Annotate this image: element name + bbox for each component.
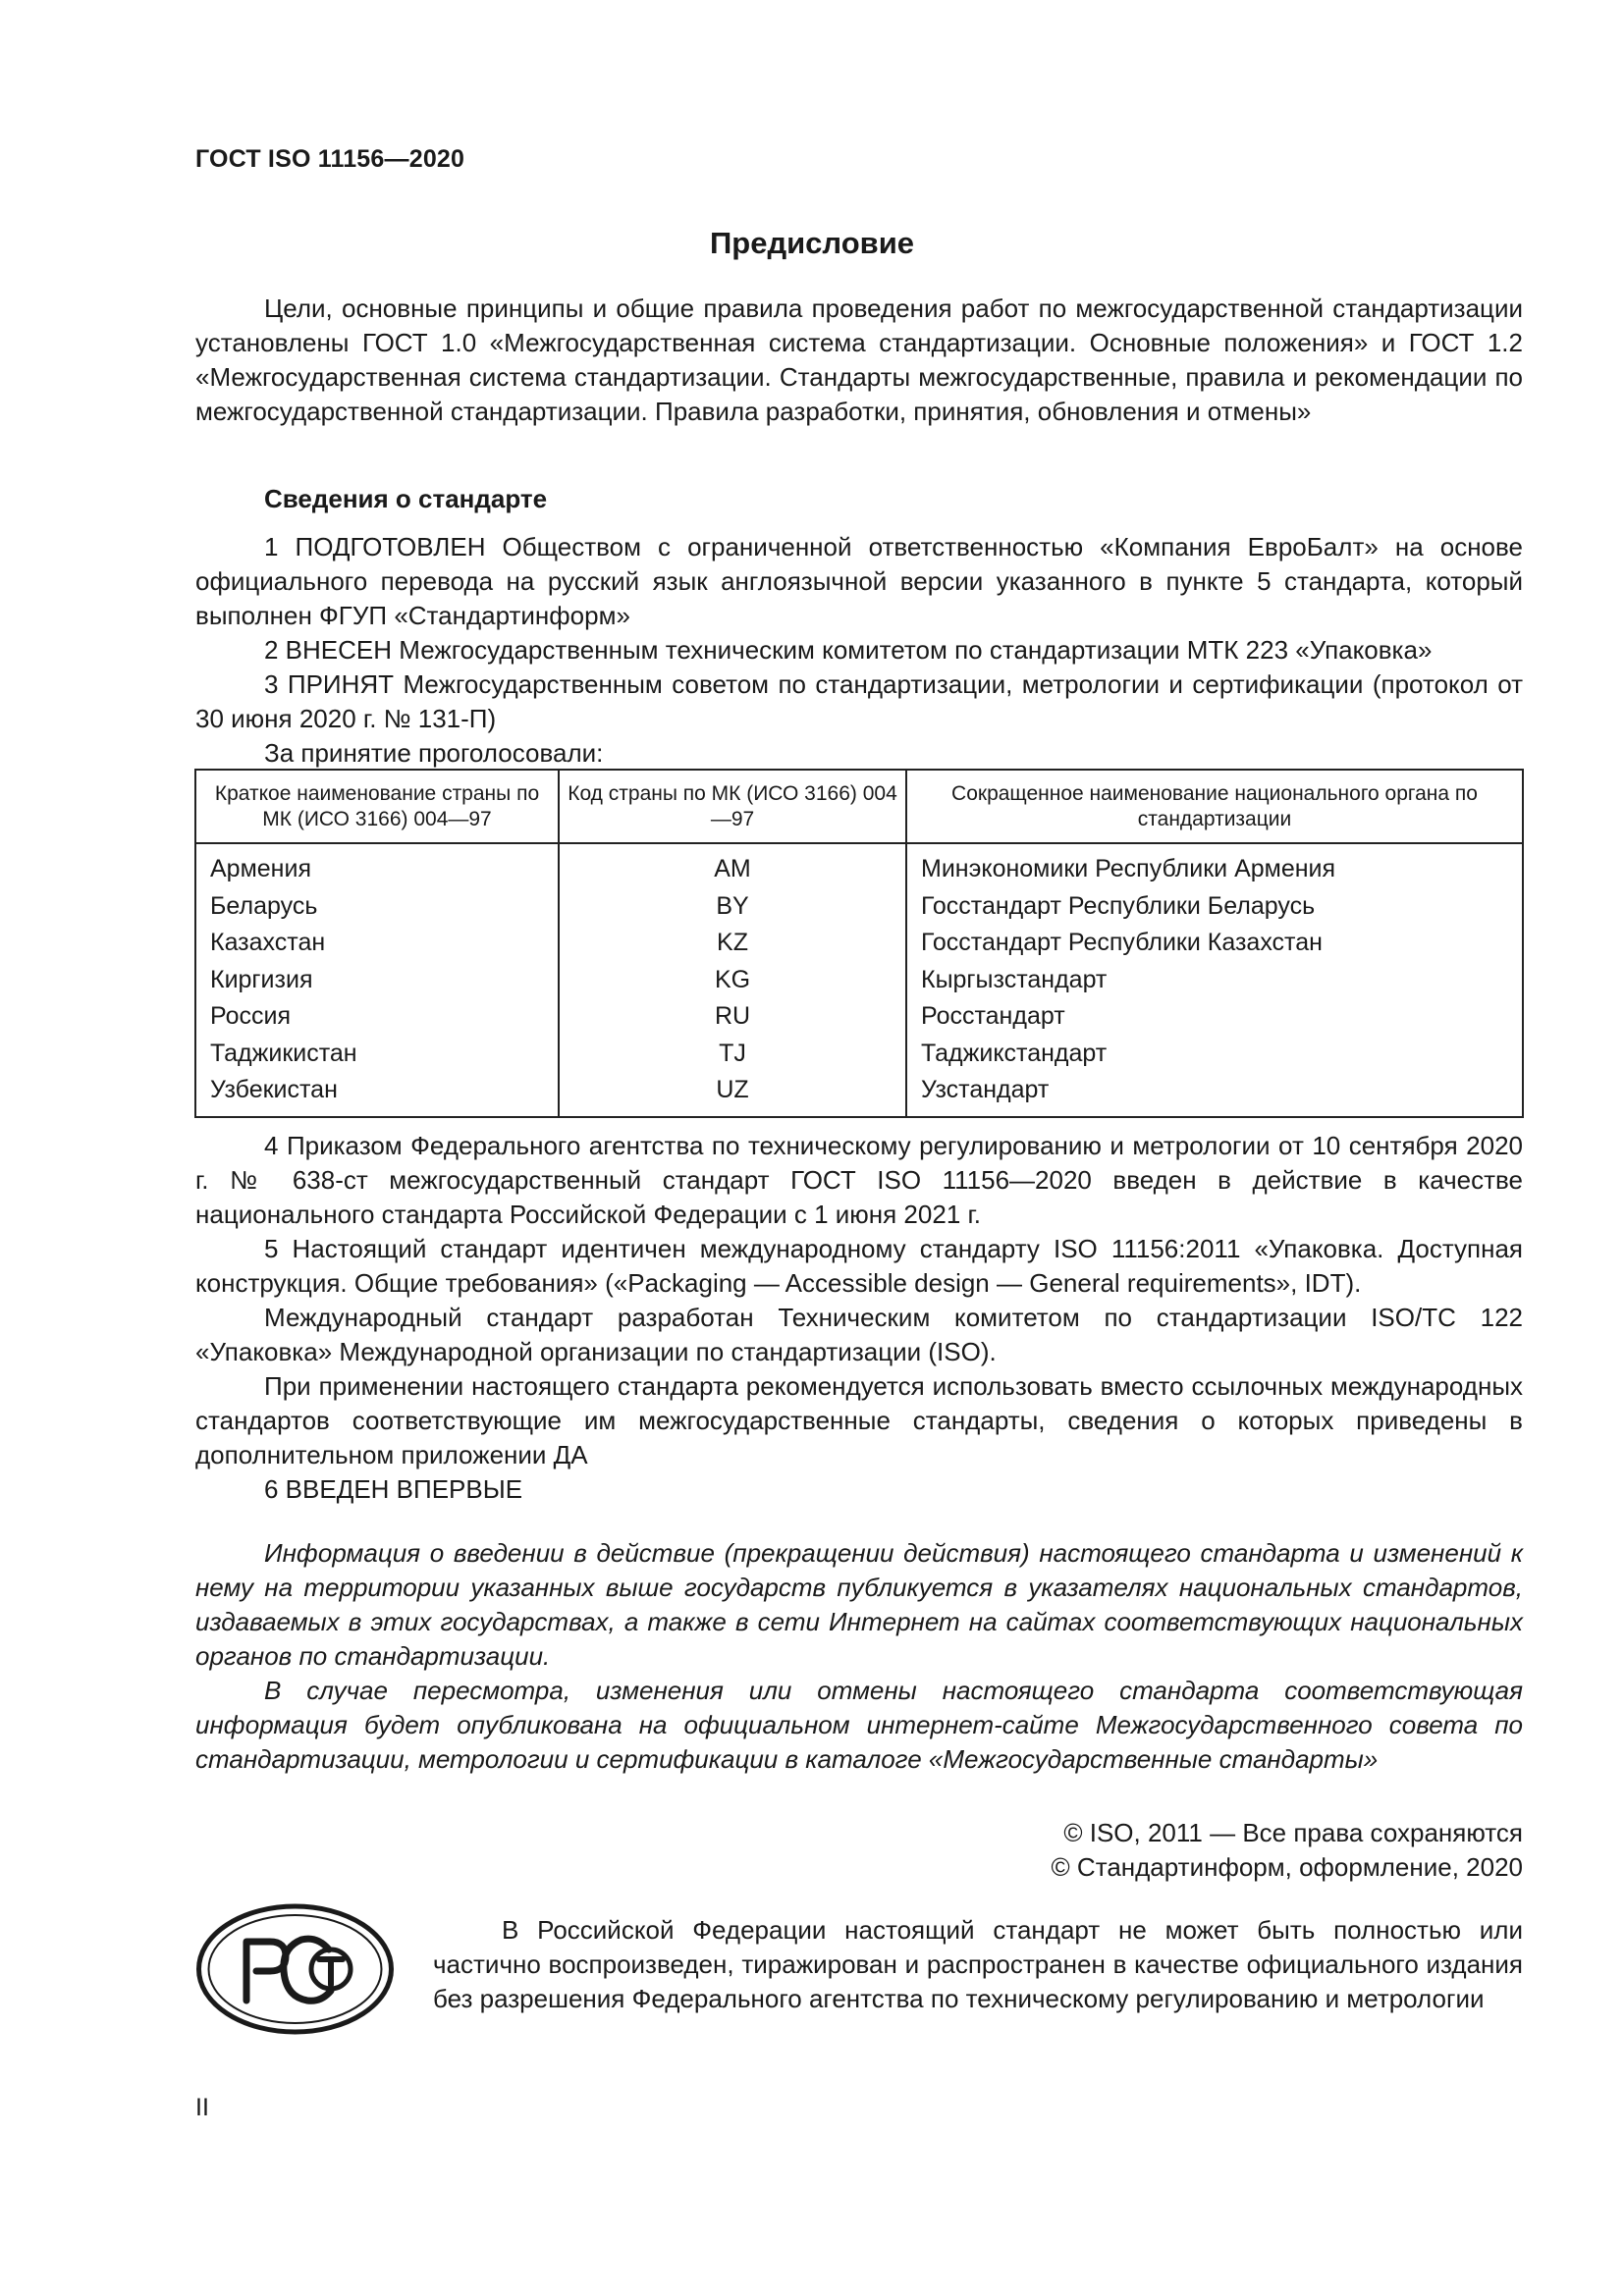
table-row bbox=[195, 888, 1523, 926]
cell-code: TJ bbox=[559, 1036, 906, 1073]
item-submitted: 2 ВНЕСЕН Межгосударственным техническим комитетом по стандартизации МТК 223 «Упаковка» bbox=[264, 635, 1433, 665]
table-row bbox=[195, 962, 1523, 999]
page-title: Предисловие bbox=[709, 226, 914, 260]
page-number: II bbox=[195, 2094, 209, 2121]
cell-code: KG bbox=[559, 962, 906, 999]
table-row bbox=[195, 1072, 1523, 1117]
table-header-row bbox=[195, 770, 1523, 843]
cell-body: Кыргызстандарт bbox=[921, 965, 1108, 993]
copyright-iso: © ISO, 2011 — Все права сохраняются bbox=[1063, 1818, 1523, 1847]
cell-code: AM bbox=[559, 843, 906, 888]
information-block bbox=[195, 1536, 1523, 1777]
table-row bbox=[195, 925, 1523, 962]
cell-body: Таджикстандарт bbox=[921, 1039, 1108, 1067]
copyright-block bbox=[1052, 1816, 1523, 1885]
table-row bbox=[195, 1036, 1523, 1073]
cell-body: Минэкономики Республики Армения bbox=[921, 855, 1336, 882]
voted-caption: За принятие проголосовали: bbox=[264, 738, 604, 768]
cell-country: Армения bbox=[195, 843, 559, 888]
cell-code: UZ bbox=[559, 1072, 906, 1117]
cell-body: Узстандарт bbox=[921, 1076, 1050, 1103]
cell-country: Казахстан bbox=[195, 925, 559, 962]
voting-countries-table bbox=[194, 769, 1524, 1118]
info-paragraph-revision: В случае пересмотра, изменения или отмены настоящего стандарта соответствующая информация будет опубликована на официальном интернет-сайте Межгосударственного совета по стандартизации, метрологии и сертификации в каталоге «Межгосударственные стандарты» bbox=[195, 1676, 1523, 1774]
cell-country: Узбекистан bbox=[195, 1072, 559, 1117]
cell-body: Росстандарт bbox=[921, 1002, 1065, 1030]
cell-code: RU bbox=[559, 998, 906, 1036]
item-references-note: При применении настоящего стандарта рекомендуется использовать вместо ссылочных международных стандартов соответствующие им межгосударственные стандарты, сведения о которых приведены в дополнительном приложении ДА bbox=[195, 1371, 1523, 1469]
standard-info-items bbox=[195, 530, 1523, 771]
standard-info-items-continued bbox=[195, 1129, 1523, 1507]
item-prepared: 1 ПОДГОТОВЛЕН Обществом с ограниченной ответственностью «Компания ЕвроБалт» на основе официального перевода на русский язык англоязычной версии указанного в пункте 5 стандарта, который выполнен ФГУП «Стандартинформ» bbox=[195, 532, 1523, 630]
document-code-header: ГОСТ ISO 11156—2020 bbox=[195, 145, 465, 173]
table-row bbox=[195, 843, 1523, 888]
item-first-introduced: 6 ВВЕДЕН ВПЕРВЫЕ bbox=[264, 1474, 523, 1504]
cell-body: Госстандарт Республики Казахстан bbox=[921, 929, 1323, 956]
cell-country: Таджикистан bbox=[195, 1036, 559, 1073]
item-identical: 5 Настоящий стандарт идентичен международному стандарту ISO 11156:2011 «Упаковка. Доступная конструкция. Общие требования» («Packaging — Accessible design — General requirements», IDT). bbox=[195, 1234, 1523, 1298]
header-standards-body: Сокращенное наименование национального органа по стандартизации bbox=[906, 770, 1523, 843]
reproduction-notice bbox=[433, 1913, 1523, 2016]
cell-code: BY bbox=[559, 888, 906, 926]
info-paragraph-publication: Информация о введении в действие (прекращении действия) настоящего стандарта и изменений к нему на территории указанных выше государств публикуется в указателях национальных стандартов, издаваемых в этих государствах, а также в сети Интернет на сайтах соответствующих национальных органов по стандартизации. bbox=[195, 1538, 1523, 1671]
intro-block bbox=[195, 292, 1523, 429]
cell-body: Госстандарт Республики Беларусь bbox=[921, 891, 1316, 920]
copyright-standartinform: © Стандартинформ, оформление, 2020 bbox=[1051, 1852, 1523, 1882]
item-adopted: 3 ПРИНЯТ Межгосударственным советом по стандартизации, метрологии и сертификации (протокол от 30 июня 2020 г. № 131-П) bbox=[195, 669, 1523, 733]
cell-country: Россия bbox=[195, 998, 559, 1036]
table-row bbox=[195, 998, 1523, 1036]
item-enacted: 4 Приказом Федерального агентства по техническому регулированию и метрологии от 10 сентября 2020 г. № 638-ст межгосударственный стандарт ГОСТ ISO 11156—2020 введен в действие в качестве национального стандарта Российской Федерации с 1 июня 2021 г. bbox=[195, 1131, 1523, 1229]
cell-country: Киргизия bbox=[195, 962, 559, 999]
section-heading: Сведения о стандарте bbox=[264, 484, 548, 513]
pct-certification-mark-icon bbox=[195, 1902, 395, 2036]
reproduction-notice-text: В Российской Федерации настоящий стандарт не может быть полностью или частично воспроизведен, тиражирован и распространен в качестве официального издания без разрешения Федерального агентства по техническому регулированию и метрологии bbox=[433, 1915, 1523, 2013]
item-international-committee: Международный стандарт разработан Техническим комитетом по стандартизации ISO/TC 122 «Упаковка» Международной организации по стандартизации (ISO). bbox=[195, 1303, 1523, 1366]
intro-paragraph: Цели, основные принципы и общие правила проведения работ по межгосударственной стандартизации установлены ГОСТ 1.0 «Межгосударственная система стандартизации. Основные положения» и ГОСТ 1.2 «Межгосударственная система стандартизации. Стандарты межгосударственные, правила и рекомендации по межгосударственной стандартизации. Правила разработки, принятия, обновления и отмены» bbox=[195, 294, 1523, 426]
cell-code: KZ bbox=[559, 925, 906, 962]
header-country-name: Краткое наименование страны по МК (ИСО 3166) 004—97 bbox=[195, 770, 559, 843]
header-country-code: Код страны по МК (ИСО 3166) 004—97 bbox=[559, 770, 906, 843]
cell-country: Беларусь bbox=[195, 888, 559, 926]
